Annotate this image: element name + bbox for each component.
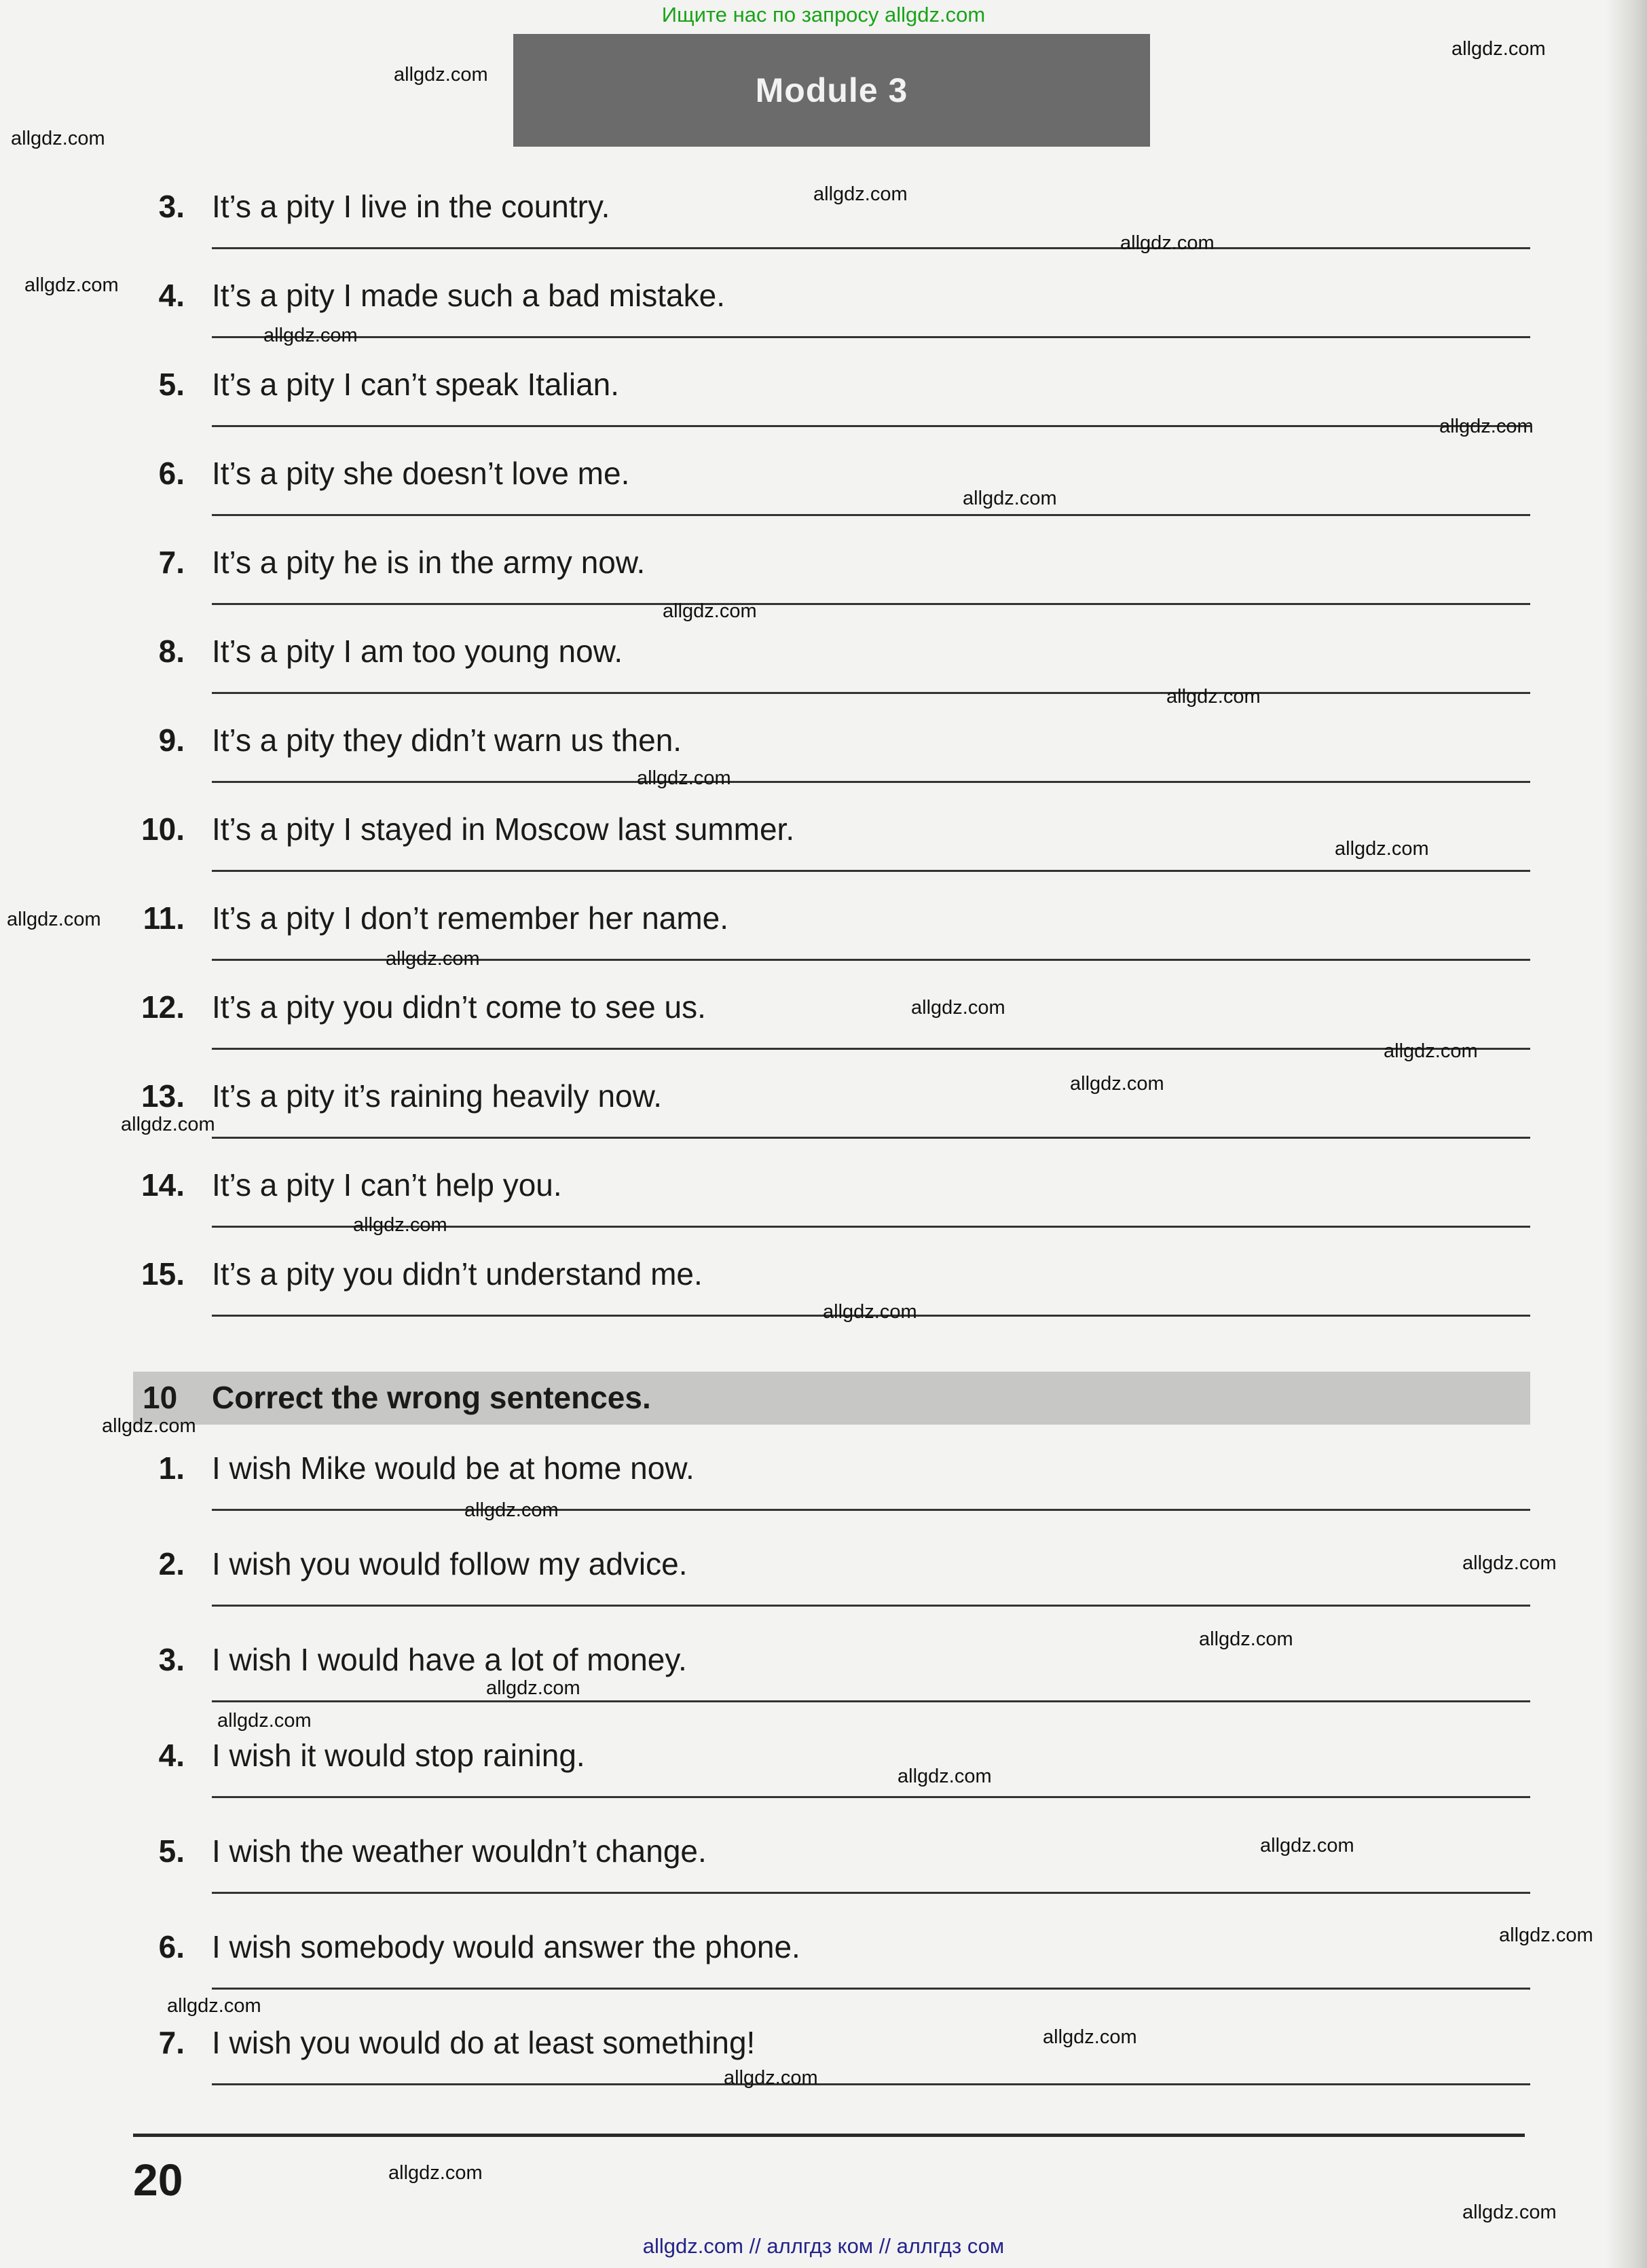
item-sentence: I wish somebody would answer the phone. bbox=[212, 1929, 800, 1964]
item-sentence: It’s a pity I stayed in Moscow last summer. bbox=[212, 811, 795, 847]
item-sentence: It’s a pity I don’t remember her name. bbox=[212, 900, 729, 936]
exercise-item bbox=[0, 2024, 1647, 2112]
item-number: 4. bbox=[158, 1738, 185, 1773]
watermark: allgdz.com bbox=[7, 909, 101, 930]
answer-line bbox=[212, 514, 1530, 516]
item-number: 7. bbox=[158, 545, 185, 580]
watermark: allgdz.com bbox=[1043, 2026, 1137, 2048]
watermark: allgdz.com bbox=[353, 1214, 447, 1236]
exercise-number: 10 bbox=[143, 1380, 178, 1415]
item-sentence: It’s a pity he is in the army now. bbox=[212, 545, 646, 580]
watermark: allgdz.com bbox=[1462, 2201, 1557, 2223]
answer-line bbox=[212, 425, 1530, 427]
watermark: allgdz.com bbox=[813, 183, 908, 205]
watermark: allgdz.com bbox=[464, 1499, 559, 1521]
page-number: 20 bbox=[133, 2155, 183, 2205]
item-sentence: It’s a pity I can’t speak Italian. bbox=[212, 367, 620, 402]
watermark: allgdz.com bbox=[386, 948, 480, 970]
answer-line bbox=[212, 870, 1530, 872]
exercise-item bbox=[0, 988, 1647, 1076]
exercise-item bbox=[0, 543, 1647, 632]
item-number: 4. bbox=[158, 278, 185, 313]
item-sentence: I wish you would do at least something! bbox=[212, 2025, 756, 2060]
item-number: 13. bbox=[141, 1078, 185, 1114]
answer-line bbox=[212, 2083, 1530, 2085]
item-number: 3. bbox=[158, 189, 185, 224]
watermark: allgdz.com bbox=[724, 2067, 818, 2089]
item-number: 15. bbox=[141, 1256, 185, 1292]
item-number: 14. bbox=[141, 1167, 185, 1203]
item-number: 12. bbox=[141, 989, 185, 1025]
exercise-item bbox=[0, 1166, 1647, 1254]
item-sentence: It’s a pity they didn’t warn us then. bbox=[212, 723, 682, 758]
item-number: 2. bbox=[158, 1546, 185, 1581]
answer-line bbox=[212, 247, 1530, 249]
module-banner bbox=[513, 34, 1150, 147]
watermark: allgdz.com bbox=[394, 64, 488, 86]
item-sentence: I wish the weather wouldn’t change. bbox=[212, 1833, 707, 1869]
watermark: allgdz.com bbox=[1439, 416, 1534, 437]
item-sentence: I wish you would follow my advice. bbox=[212, 1546, 688, 1581]
module-title: Module 3 bbox=[755, 71, 908, 109]
exercise-item bbox=[0, 1449, 1647, 1537]
watermark: allgdz.com bbox=[663, 600, 757, 622]
exercise-item bbox=[0, 1255, 1647, 1343]
item-number: 10. bbox=[141, 811, 185, 847]
exercise-item bbox=[0, 899, 1647, 987]
header-link[interactable]: Ищите нас по запросу allgdz.com bbox=[661, 3, 986, 26]
watermark: allgdz.com bbox=[263, 325, 358, 346]
exercise-item bbox=[0, 632, 1647, 720]
item-number: 5. bbox=[158, 367, 185, 402]
item-sentence: It’s a pity I live in the country. bbox=[212, 189, 610, 224]
exercise-item bbox=[0, 721, 1647, 809]
item-number: 9. bbox=[158, 723, 185, 758]
item-number: 5. bbox=[158, 1833, 185, 1869]
watermark: allgdz.com bbox=[217, 1710, 312, 1732]
exercise-title: Correct the wrong sentences. bbox=[212, 1380, 651, 1415]
watermark: allgdz.com bbox=[1070, 1073, 1164, 1095]
item-sentence: It’s a pity she doesn’t love me. bbox=[212, 456, 630, 491]
watermark: allgdz.com bbox=[102, 1415, 196, 1437]
watermark: allgdz.com bbox=[1384, 1040, 1478, 1062]
watermark: allgdz.com bbox=[897, 1766, 992, 1787]
exercise-item bbox=[0, 1545, 1647, 1633]
watermark: allgdz.com bbox=[823, 1301, 917, 1323]
item-number: 11. bbox=[143, 900, 185, 936]
watermark: allgdz.com bbox=[963, 488, 1057, 509]
answer-line bbox=[212, 1700, 1530, 1702]
watermark: allgdz.com bbox=[486, 1677, 580, 1699]
exercise-item bbox=[0, 454, 1647, 543]
exercise-item bbox=[0, 1832, 1647, 1920]
answer-line bbox=[212, 781, 1530, 783]
watermark: allgdz.com bbox=[911, 997, 1005, 1019]
item-number: 6. bbox=[158, 1929, 185, 1964]
exercise-item bbox=[0, 365, 1647, 454]
item-number: 7. bbox=[158, 2025, 185, 2060]
item-number: 1. bbox=[158, 1450, 185, 1486]
footer-link[interactable]: allgdz.com // аллгдз ком // аллгдз сом bbox=[642, 2234, 1005, 2258]
watermark: allgdz.com bbox=[1499, 1924, 1593, 1946]
watermark: allgdz.com bbox=[1335, 838, 1429, 860]
item-sentence: I wish it would stop raining. bbox=[212, 1738, 585, 1773]
answer-line bbox=[212, 603, 1530, 605]
watermark: allgdz.com bbox=[1462, 1552, 1557, 1574]
watermark: allgdz.com bbox=[1199, 1628, 1293, 1650]
item-sentence: It’s a pity I am too young now. bbox=[212, 634, 623, 669]
item-sentence: It’s a pity you didn’t understand me. bbox=[212, 1256, 703, 1292]
watermark: allgdz.com bbox=[24, 274, 119, 296]
answer-line bbox=[212, 692, 1530, 694]
watermark: allgdz.com bbox=[1120, 232, 1215, 254]
watermark: allgdz.com bbox=[637, 767, 731, 789]
watermark: allgdz.com bbox=[1451, 38, 1546, 60]
item-sentence: It’s a pity I made such a bad mistake. bbox=[212, 278, 725, 313]
watermark: allgdz.com bbox=[121, 1114, 215, 1135]
watermark: allgdz.com bbox=[388, 2162, 483, 2184]
answer-line bbox=[212, 1796, 1530, 1798]
answer-line bbox=[212, 1137, 1530, 1139]
answer-line bbox=[212, 1048, 1530, 1050]
item-number: 8. bbox=[158, 634, 185, 669]
watermark: allgdz.com bbox=[1260, 1835, 1354, 1857]
answer-line bbox=[212, 1509, 1530, 1511]
exercise-item bbox=[0, 1077, 1647, 1165]
exercise-item bbox=[0, 1736, 1647, 1825]
item-number: 6. bbox=[158, 456, 185, 491]
item-sentence: It’s a pity you didn’t come to see us. bbox=[212, 989, 706, 1025]
answer-line bbox=[212, 1892, 1530, 1894]
watermark: allgdz.com bbox=[1166, 686, 1261, 708]
item-sentence: I wish I would have a lot of money. bbox=[212, 1642, 687, 1677]
exercise-item bbox=[0, 276, 1647, 365]
answer-line bbox=[212, 1605, 1530, 1607]
item-sentence: It’s a pity I can’t help you. bbox=[212, 1167, 562, 1203]
watermark: allgdz.com bbox=[167, 1995, 261, 2017]
item-number: 3. bbox=[158, 1642, 185, 1677]
item-sentence: It’s a pity it’s raining heavily now. bbox=[212, 1078, 663, 1114]
footer-rule bbox=[133, 2134, 1525, 2137]
watermark: allgdz.com bbox=[11, 128, 105, 149]
exercise-header bbox=[133, 1372, 1530, 1425]
answer-line bbox=[212, 1988, 1530, 1990]
answer-line bbox=[212, 336, 1530, 338]
item-sentence: I wish Mike would be at home now. bbox=[212, 1450, 695, 1486]
